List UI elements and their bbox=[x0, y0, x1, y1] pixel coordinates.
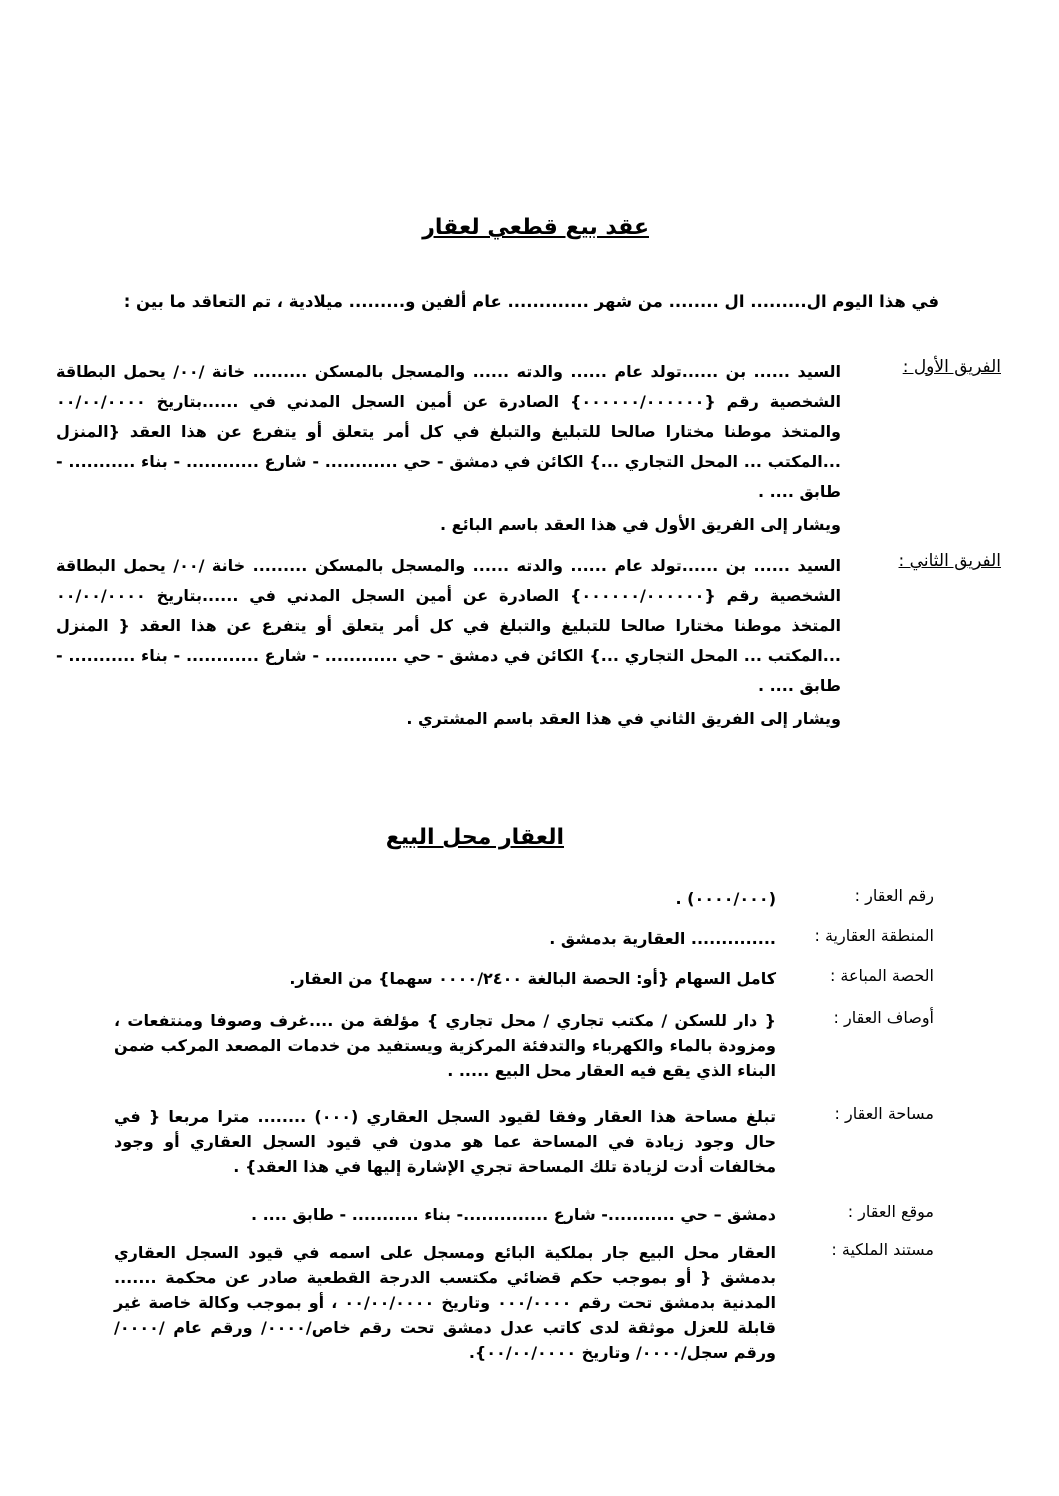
intro-paragraph: في هذا اليوم ال......... ال ........ من شهر ............. عام ألفين و......... ميلادية ، تم التعاقد ما بين : bbox=[123, 292, 939, 311]
field-value: تبلغ مساحة هذا العقار وفقا لقيود السجل العقاري (٠٠٠) ........ مترا مربعا { في حال وجود زيادة في المساحة عما هو مدون في قيود السجل العقاري أو وجود مخالفات أدت لزيادة تلك المساحة تجري الإشارة إليها في هذا العقد} . bbox=[114, 1107, 777, 1176]
field-value: (٠٠٠٠/٠٠٠) . bbox=[675, 889, 776, 908]
party-first-details: السيد ...... بن ......تولد عام ...... والدته ...... والمسجل بالمسكن ......... خانة /٠٠/ يحمل البطاقة الشخصية رقم {٠٠٠٠٠٠/٠٠٠٠٠٠} الصادرة عن أمين السجل المدني في ......بتاريخ ٠٠/٠٠/٠٠٠٠ والمتخذ موطنا مختارا صالحا للتبليغ والتبلغ في كل أمر يتعلق أو يتفرع عن هذا العقد {المنزل ...المكتب ... المحل التجاري ...} الكائن في دمشق - حي ............ - شارع ............ - بناء ........... - طابق .... . bbox=[56, 362, 841, 501]
document-title: عقد بيع قطعي لعقار bbox=[422, 215, 649, 240]
section-title: العقار محل البيع bbox=[385, 825, 564, 850]
field-label: مساحة العقار : bbox=[834, 1104, 934, 1123]
field-value: دمشق – حي ...........- شارع ..............- بناء ........... - طابق .... . bbox=[250, 1205, 776, 1224]
field-value: العقار محل البيع جار بملكية البائع ومسجل على اسمه في قيود السجل العقاري بدمشق { أو بموجب حكم قضائي مكتسب الدرجة القطعية صادر عن محكمة ....... المدنية بدمشق تحت رقم ٠٠٠/٠٠٠٠ وتاريخ ٠٠/٠٠/٠٠٠٠ ، أو بموجب وكالة خاصة غير قابلة للعزل موثقة لدى كاتب عدل دمشق تحت رقم خاص/٠٠٠٠/ ورقم عام /٠٠٠٠/ ورقم سجل/٠٠٠٠/ وتاريخ ٠٠/٠٠/٠٠٠٠}. bbox=[114, 1243, 777, 1362]
field-value: كامل السهام {أو: الحصة البالغة ٠٠٠٠/٢٤٠٠ سهما} من العقار. bbox=[289, 969, 776, 988]
field-label: مستند الملكية : bbox=[831, 1240, 934, 1259]
party-second-label: الفريق الثاني : bbox=[898, 551, 1001, 571]
party-second-details: السيد ...... بن ......تولد عام ...... والدته ...... والمسجل بالمسكن ......... خانة /٠٠/ يحمل البطاقة الشخصية رقم {٠٠٠٠٠٠/٠٠٠٠٠٠} الصادرة عن أمين السجل المدني في ......بتاريخ ٠٠/٠٠/٠٠٠٠ المتخذ موطنا مختارا صالحا للتبليغ والتبلغ في كل أمر يتعلق أو يتفرع عن هذا العقد { المنزل ...المكتب ... المحل التجاري ...} الكائن في دمشق - حي ............ - شارع ............ - بناء ........... - طابق .... . bbox=[56, 556, 841, 695]
field-label: موقع العقار : bbox=[847, 1202, 934, 1221]
party-first-note: ويشار إلى الفريق الأول في هذا العقد باسم البائع . bbox=[440, 515, 841, 534]
field-label: المنطقة العقارية : bbox=[814, 926, 934, 945]
field-label: رقم العقار : bbox=[854, 886, 934, 905]
party-first-label: الفريق الأول : bbox=[902, 357, 1001, 377]
field-value: .............. العقارية بدمشق . bbox=[549, 929, 776, 948]
field-label: أوصاف العقار : bbox=[833, 1008, 934, 1027]
field-value: { دار للسكن / مكتب تجاري / محل تجاري } مؤلفة من ....غرف وصوفا ومنتفعات ، ومزودة بالماء والكهرباء والتدفئة المركزية ويستفيد من خدمات المصعد المركب ضمن البناء الذي يقع فيه العقار محل البيع ..... . bbox=[114, 1011, 776, 1080]
field-label: الحصة المباعة : bbox=[829, 966, 934, 985]
party-second-note: ويشار إلى الفريق الثاني في هذا العقد باسم المشتري . bbox=[406, 709, 841, 728]
